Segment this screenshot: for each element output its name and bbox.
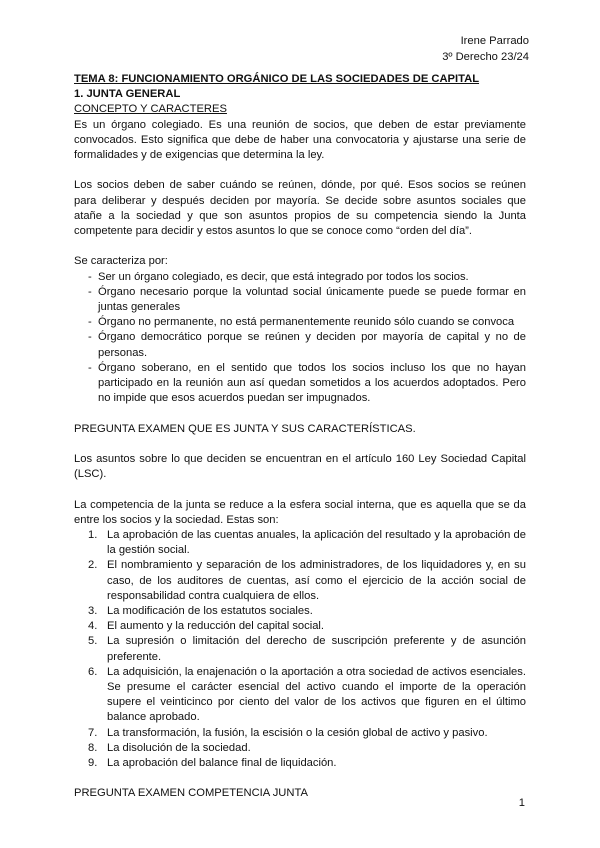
list-number: 4. [88,620,98,633]
list-item: - Órgano soberano, en el sentido que todos los socios incluso los que no hayan participado en la reunión aun así quedan sometidos a los acuerdos adoptados. Pero no impide que esos acuerdos puedan ser impugnados. [74,361,526,407]
list-number: 6. [88,665,98,678]
subsection-heading: CONCEPTO Y CARACTERES [74,103,227,116]
document-title: TEMA 8: FUNCIONAMIENTO ORGÁNICO DE LAS SOCIEDADES DE CAPITAL [74,73,480,85]
author-name: Irene Parrado [460,35,529,47]
list-item [74,741,526,756]
characteristics-intro: Se caracteriza por: [74,255,168,268]
exam-question-2: PREGUNTA EXAMEN COMPETENCIA JUNTA [74,787,308,800]
course-label: 3º Derecho 23/24 [442,50,529,63]
list-number: 8. [88,741,98,754]
page-number: 1 [518,797,525,809]
list-number: 2. [88,559,98,572]
list-text: La transformación, la fusión, la escisión o la cesión global de activo y pasivo. [107,726,488,739]
list-item [74,726,526,741]
list-item [74,634,526,664]
list-text: El aumento y la reducción del capital social. [107,620,325,633]
list-text: La modificación de los estatutos sociales. [107,605,313,618]
list-item: - Órgano democrático porque se reúnen y deciden por mayoría de capital y no de personas. [74,330,526,360]
list-item [74,558,526,604]
list-item [74,665,526,726]
list-text: La aprobación de las cuentas anuales, la aplicación del resultado y la aprobación de la gestión social. [107,529,526,557]
paragraph-3: Los asuntos sobre lo que deciden se encuentran en el artículo 160 Ley Sociedad Capital (LSC). [74,453,526,481]
list-number: 1. [88,529,98,542]
document-body [74,72,526,802]
list-number: 5. [88,635,98,648]
list-item [74,756,526,771]
list-item: - Órgano necesario porque la voluntad social únicamente puede se puede formar en juntas generales [74,285,526,315]
list-text: La disolución de la sociedad. [107,741,251,754]
list-text: El nombramiento y separación de los administradores, de los liquidadores y, en su caso, de los auditores de cuentas, así como el ejercicio de la acción social de responsabilidad contra cualquiera de ellos. [107,559,526,602]
exam-question-1: PREGUNTA EXAMEN QUE ES JUNTA Y SUS CARACTERÍSTICAS. [74,422,416,435]
paragraph-2: Los socios deben de saber cuándo se reúnen, dónde, por qué. Esos socios se reúnen para deliberar y después deciden por mayoría. Se decide sobre asuntos sociales que atañe a la sociedad y que son asuntos propios de su competencia siendo la Junta competente para decidir y estos asuntos lo que se conoce como “orden del día”. [74,179,526,238]
list-item [74,604,526,619]
list-item [74,528,526,558]
list-item: - Ser un órgano colegiado, es decir, que está integrado por todos los socios. [74,270,526,285]
list-text: La aprobación del balance final de liquidación. [107,757,337,770]
list-item [74,619,526,634]
list-number: 3. [88,605,98,618]
list-text: La adquisición, la enajenación o la aportación a otra sociedad de activos esenciales. Se presume el carácter esencial del activo cuando el importe de la operación supere el veinticinco por ciento del valor de los activos que figuren en el último balance aprobado. [107,665,526,724]
paragraph-4: La competencia de la junta se reduce a la esfera social interna, que es aquella que se da entre los socios y la sociedad. Estas son: [74,498,526,526]
list-number: 7. [88,726,98,739]
list-number: 9. [88,757,98,770]
list-item: - Órgano no permanente, no está permanentemente reunido sólo cuando se convoca [74,315,526,330]
characteristics-list [74,270,526,407]
page-header [442,34,529,65]
list-text: La supresión o limitación del derecho de suscripción preferente y de asunción preferente. [107,635,526,663]
paragraph-1: Es un órgano colegiado. Es una reunión de socios, que deben de estar previamente convocados. Esto significa que debe de haber una convocatoria y ajustarse una serie de formalidades y de exigencias que determina la ley. [74,118,526,162]
competencies-list [74,528,526,771]
section-heading: 1. JUNTA GENERAL [74,88,181,101]
